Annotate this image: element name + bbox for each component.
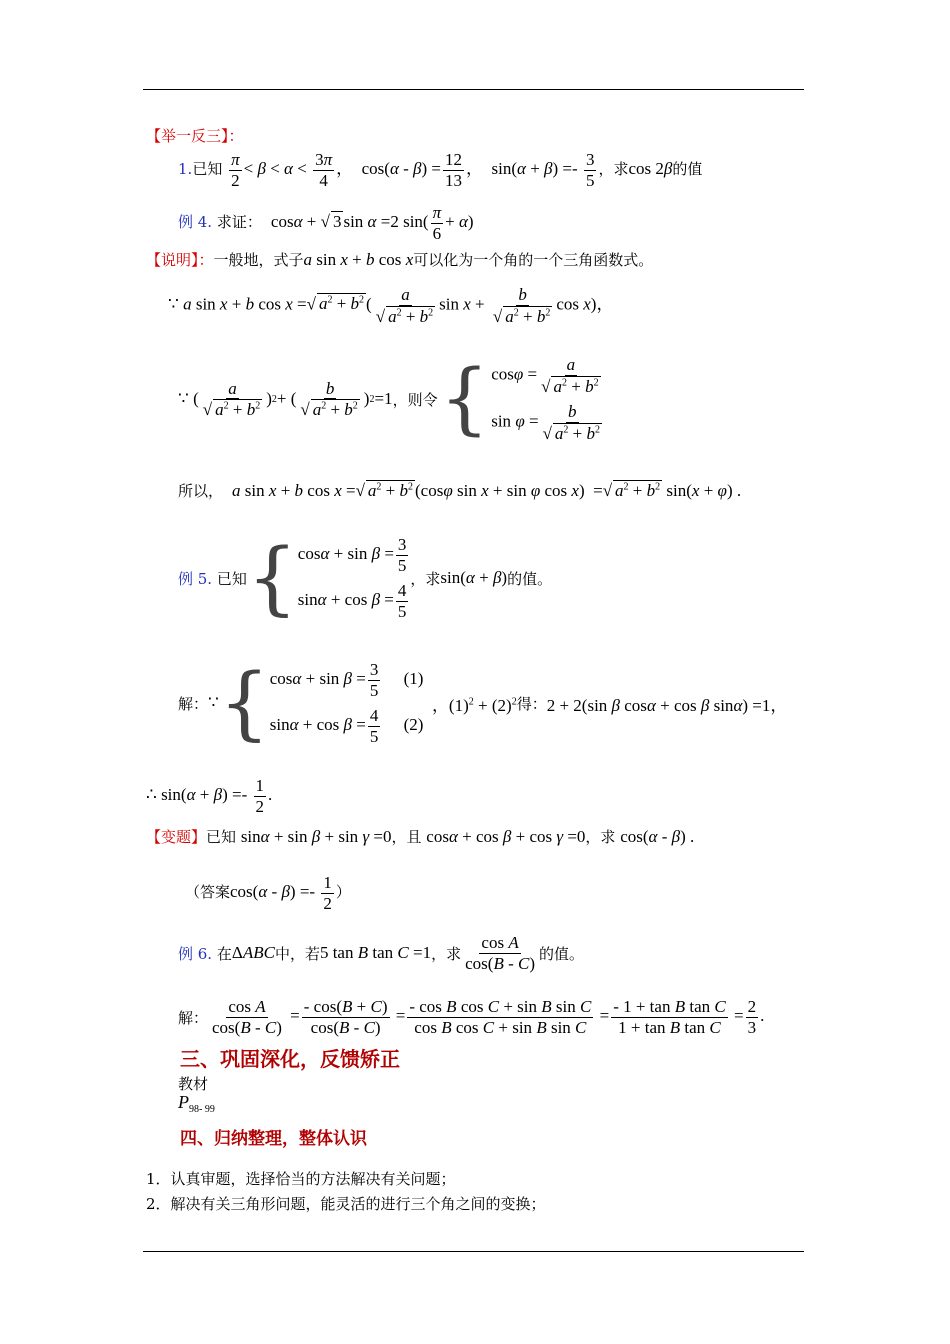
note-post: 可以化为一个角的一个三角函数式。	[413, 251, 654, 269]
example-4-formula: cosα + √ 3 sin α =2 sin( $\frac{\pi}{6}$ + α)	[266, 203, 474, 243]
example-6-if: 中，若	[274, 944, 320, 963]
textbook-label: 教材	[178, 1075, 209, 1093]
because-symbol: ∵	[168, 294, 179, 314]
example-6-ask: ，求	[431, 944, 462, 963]
example-5-label: 例 5.	[178, 569, 213, 588]
identity-line: ∵ a sin x + b cos x =√ $a^2 + b^2$ ( $\frac{a}{√ a^2 + b^2}$ sin x + $\frac{b}{√ a^2 + b^2}$ cos x)，	[168, 285, 614, 326]
section-4-title: 四、归纳整理，整体认识	[180, 1129, 367, 1149]
note: 【说明】：一般地，式子a sin x + b cos x可以化为一个角的一个三角函数式。	[146, 250, 654, 269]
variant-and: ，且	[391, 828, 422, 846]
example-4	[178, 203, 474, 243]
solution-5: 解： ∵ { cosα + sin β = $\frac{3}{5}$ (1) sinα + cos β = $\frac{4}{5}$ (2) ，$(1)^2 + (2)^2$ 得： 2 + 2(sin β cosα + cos β sinα) =1，	[178, 656, 788, 750]
header-rule	[143, 89, 804, 90]
example-5-ask: ，求	[410, 569, 441, 588]
example-1: 1.已知 $\frac{\pi}{2}$ < β < α < $\frac{3\pi}{4}$ ， cos(α - β) = $\frac{12}{13}$ ， sin(α + β) =- $\frac{3}{5}$ ，求cos 2β的值	[178, 150, 703, 190]
example-1-end: 的值	[672, 159, 703, 178]
example-6-label: 例 6.	[178, 944, 213, 963]
section-3-title: 三、巩固深化，反馈矫正	[180, 1047, 400, 1071]
heading-practice: 【举一反三】：	[146, 127, 244, 145]
example-6-in: 在	[216, 944, 232, 963]
therefore-line: 所以， a sin x + b cos x =√ $a^2 + b^2$ (cosφ sin x + sin φ cos x) =√ $a^2 + b^2$ sin(x + φ) .	[178, 481, 742, 500]
variant-label: 【变题】	[146, 828, 207, 846]
example-6-end: 的值。	[539, 944, 585, 963]
variant: 【变题】已知 sinα + sin β + sin γ =0，且 cosα + cos β + cos γ =0，求 cos(α - β) .	[146, 827, 695, 846]
because-symbol-2: ∵	[178, 389, 189, 409]
example-5-end: 的值。	[507, 569, 553, 588]
example-6: 例 6. 在 ΔABC 中，若 5 tan B tan C =1 ，求 $\frac{\text{cos A}}{\cos(B - C)}$ 的值。	[178, 933, 585, 973]
example-1-ask: ，求	[598, 159, 629, 178]
answer-post: ）	[335, 882, 351, 901]
summary-item-1: 1．认真审题，选择恰当的方法解决有关问题；	[146, 1170, 456, 1188]
note-pre: 一般地，式子	[213, 251, 304, 269]
note-label: 【说明】：	[146, 251, 214, 269]
variant-answer: （答案cos(α - β) =- $\frac{1}{2}$ ）	[185, 873, 351, 913]
example-1-number: 1.	[178, 159, 193, 178]
therefore-label: 所以，	[178, 482, 224, 500]
result-5: ∴ sin(α + β) =- $\frac{1}{2}$ .	[146, 776, 273, 816]
example-5-prefix: 已知	[216, 569, 247, 588]
answer-pre: （答案	[185, 882, 231, 901]
example-1-condition: $\frac{\pi}{2}$ < β < α < $\frac{3\pi}{4}$ ， cos(α - β) = $\frac{12}{13}$ ， sin(α + β) =- $\frac{3}{5}$	[231, 150, 595, 190]
example-1-prefix: 已知	[192, 159, 223, 178]
example-4-label: 例 4.	[178, 212, 213, 231]
example-4-text: 求证：	[216, 212, 262, 231]
solution-6-label: 解：	[178, 1008, 209, 1027]
solution-6: 解： $\frac{\text{cos A}}{\cos(B - C)}$ = $\frac{- \cos(B + C)}{\cos(B - C)}$ = $\frac{\text{- cos B cos C + sin B sin C}}{\text{cos B cos C + sin B sin C}}$ = $\frac{\text{- 1 + tan B tan C}}{\text{1 + tan B tan C}}$ = $\frac{2}{3}$ .	[178, 997, 765, 1037]
then-let: ，则令	[392, 390, 438, 409]
solution-label: 解：	[178, 694, 209, 713]
squares-line: ∵ ( $\frac{a}{√ a^2 + b^2}$ ) 2 + ( $\frac{b}{√ a^2 + b^2}$ ) 2 =1 ，则令 { cosφ = $\frac{a}{√ a^2 + b^2}$ sin φ = $\frac{b}{√ a^2 + b^2}$	[178, 354, 600, 445]
textbook-line: 教材 $P_{98- 99}$	[178, 1075, 215, 1115]
example-5: 例 5. 已知 { cosα + sin β = $\frac{3}{5}$ sinα + cos β = $\frac{4}{5}$ ，求 sin(α + β) 的值。	[178, 531, 553, 625]
got-label: 得：	[516, 694, 547, 713]
variant-ask: ，求	[585, 828, 616, 846]
summary-item-2: 2．解决有关三角形问题，能灵活的进行三个角之间的变换；	[146, 1195, 546, 1213]
footer-rule	[143, 1251, 804, 1252]
variant-prefix: 已知	[206, 828, 237, 846]
